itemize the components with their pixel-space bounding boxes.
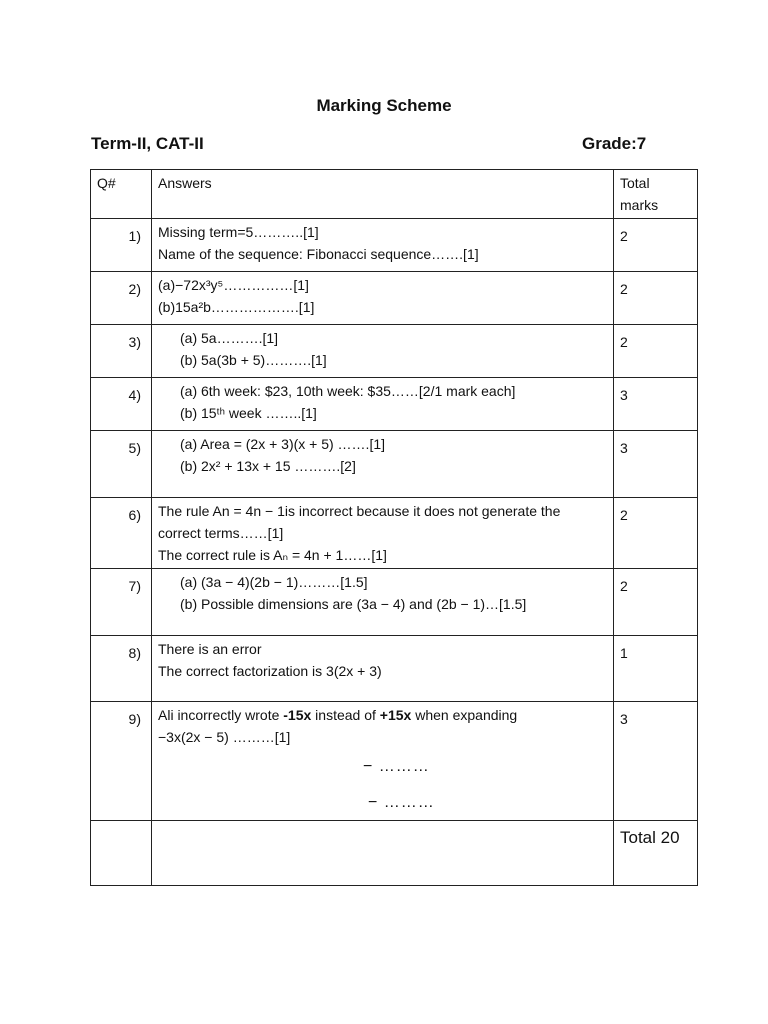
- total-marks: Total 20: [614, 821, 698, 886]
- marks-cell: 2: [614, 498, 698, 569]
- header-row: [91, 170, 698, 219]
- answer-cell: [152, 498, 614, 569]
- answer-line: (b) Possible dimensions are (3a − 4) and (2b − 1)…[1.5]: [180, 596, 527, 612]
- question-number: 3): [91, 325, 152, 378]
- answer-cell: [152, 702, 614, 821]
- answer-line: (a) 5a……….[1]: [180, 330, 279, 346]
- marking-scheme-table: [90, 169, 698, 886]
- answer-cell: [152, 636, 614, 702]
- term-label: Term-II, CAT-II: [91, 134, 204, 153]
- answer-line: (b) 5a(3b + 5)……….[1]: [180, 352, 327, 368]
- answer-line: (a) (3a − 4)(2b − 1)………[1.5]: [180, 574, 368, 590]
- answer-line: Missing term=5………..[1]: [158, 224, 319, 240]
- table-row: [91, 636, 698, 702]
- marks-cell: 2: [614, 569, 698, 636]
- answer-line: The correct factorization is 3(2x + 3): [158, 663, 382, 679]
- answer-cell: [152, 325, 614, 378]
- answer-line: There is an error: [158, 641, 262, 657]
- marks-cell: 1: [614, 636, 698, 702]
- answer-line: (b)15a²b……………….[1]: [158, 299, 315, 315]
- question-number: 1): [91, 219, 152, 272]
- question-number: 6): [91, 498, 152, 569]
- answer-line: −3x(2x − 5) ………[1]: [158, 729, 291, 745]
- total-row: [91, 821, 698, 886]
- answer-line: (b) 15ᵗʰ week ……..[1]: [180, 405, 317, 421]
- answer-line: (a)−72x³y⁵……………[1]: [158, 277, 309, 293]
- marks-cell: 3: [614, 702, 698, 821]
- question-number: 2): [91, 272, 152, 325]
- answer-line: The correct rule is Aₙ = 4n + 1……[1]: [158, 547, 387, 563]
- table-row: [91, 569, 698, 636]
- answer-cell: [152, 219, 614, 272]
- answer-line: The rule An = 4n − 1is incorrect because it does not generate the correct terms……[1]: [158, 503, 561, 541]
- marks-cell: 2: [614, 219, 698, 272]
- blank-line: − ………: [368, 794, 435, 811]
- question-number: 4): [91, 378, 152, 431]
- marks-cell: 2: [614, 325, 698, 378]
- question-number: 8): [91, 636, 152, 702]
- table-row: [91, 219, 698, 272]
- wrong-term: -15x: [283, 707, 312, 723]
- answer-cell: [152, 569, 614, 636]
- answer-line: (a) 6th week: $23, 10th week: $35……[2/1 mark each]: [180, 383, 516, 399]
- blank-line: − ………: [363, 758, 430, 775]
- answer-cell: [152, 378, 614, 431]
- grade-label: Grade:7: [582, 134, 647, 153]
- table-row: [91, 378, 698, 431]
- marks-cell: 2: [614, 272, 698, 325]
- table-row: [91, 702, 698, 821]
- answer-line: (b) 2x² + 13x + 15 ……….[2]: [180, 458, 356, 474]
- header-total-marks: Total marks: [614, 170, 698, 219]
- table-row: [91, 498, 698, 569]
- question-number: 9): [91, 702, 152, 821]
- question-number: 5): [91, 431, 152, 498]
- document-title: Marking Scheme: [316, 96, 452, 115]
- table-row: [91, 431, 698, 498]
- question-number: 7): [91, 569, 152, 636]
- header-q: Q#: [91, 170, 152, 219]
- header-answers: Answers: [152, 170, 614, 219]
- answer-line: (a) Area = (2x + 3)(x + 5) …….[1]: [180, 436, 386, 452]
- answer-line: Ali incorrectly wrote -15x instead of +15x when expanding: [158, 707, 518, 723]
- table-row: [91, 272, 698, 325]
- answer-cell: [152, 272, 614, 325]
- table-row: [91, 325, 698, 378]
- correct-term: +15x: [379, 707, 412, 723]
- empty-cell: [91, 821, 152, 886]
- marks-cell: 3: [614, 378, 698, 431]
- answer-line: Name of the sequence: Fibonacci sequence…….[1]: [158, 246, 479, 262]
- answer-cell: [152, 431, 614, 498]
- marks-cell: 3: [614, 431, 698, 498]
- empty-cell: [152, 821, 614, 886]
